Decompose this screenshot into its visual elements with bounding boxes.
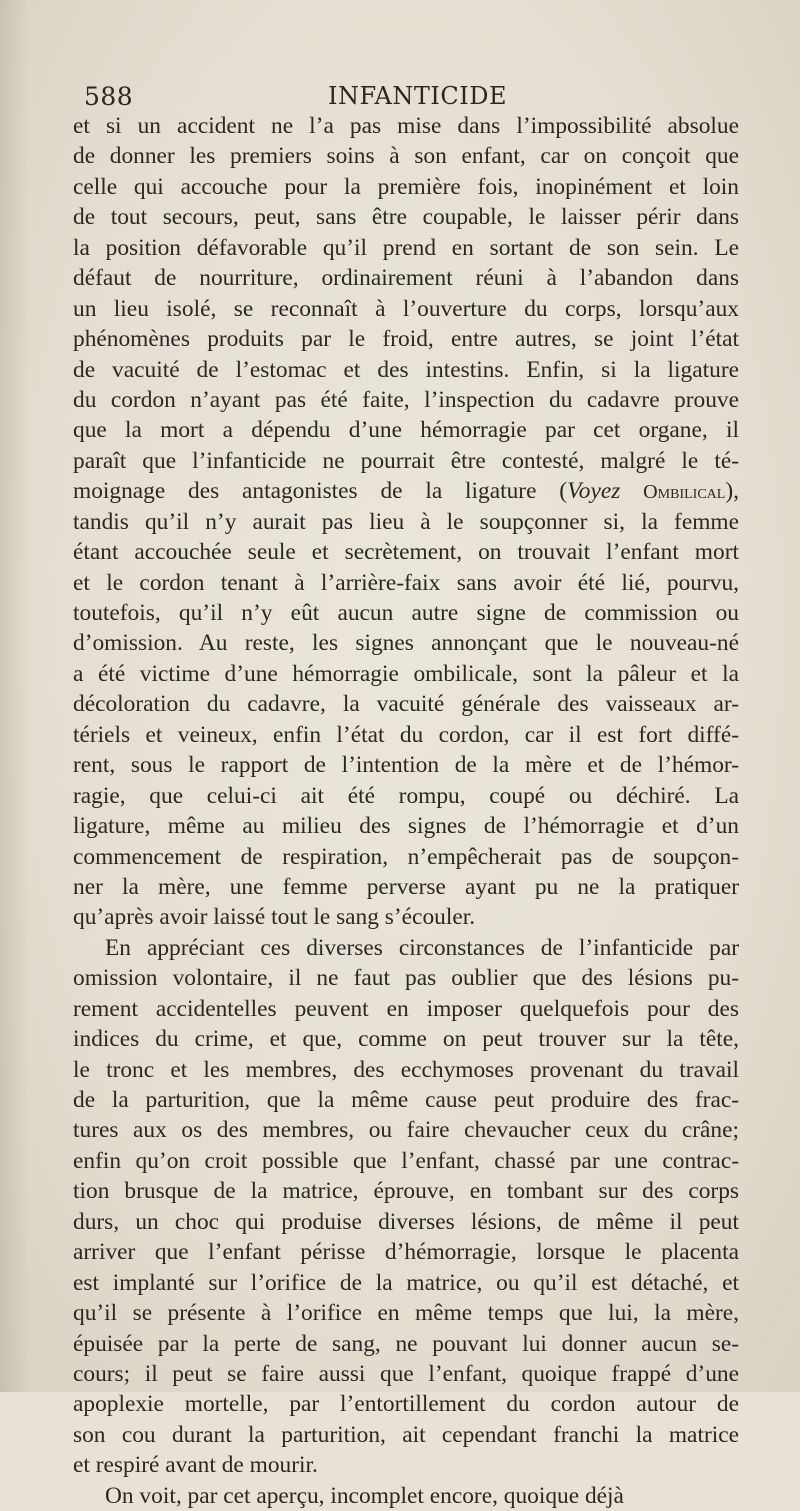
text-line: toutefois, qu’il n’y eût aucun autre signe de commission ou: [73, 600, 739, 626]
text-line: épuisée par la perte de sang, ne pouvant lui donner aucun se-: [73, 1330, 739, 1357]
text-line: indices du crime, et que, comme on peut trouver sur la tête,: [73, 1026, 739, 1053]
text-line: du cordon n’ayant pas été faite, l’inspection du cadavre prouve: [73, 386, 739, 413]
paragraph: [73, 933, 739, 1481]
text-line: de donner les premiers soins à son enfant, car on conçoit que: [73, 143, 739, 170]
text-line: tion brusque de la matrice, éprouve, en tombant sur des corps: [73, 1178, 739, 1205]
text-line: que la mort a dépendu d’une hémorragie par cet organe, il: [73, 417, 739, 444]
text-line: de vacuité de l’estomac et des intestins. Enfin, si la ligature: [73, 356, 739, 383]
italic-reference: Voyez: [567, 478, 621, 505]
text-line: défaut de nourriture, ordinairement réuni à l’abandon dans: [73, 265, 739, 292]
text-line: [73, 476, 739, 506]
text-line: apoplexie mortelle, par l’entortillement du cordon autour de: [73, 1391, 739, 1418]
text-line: paraît que l’infanticide ne pourrait être contesté, malgré le té-: [73, 447, 739, 474]
text-line: qu’il se présente à l’orifice en même temps que lui, la mère,: [73, 1300, 739, 1327]
paragraph: [73, 1481, 739, 1511]
text-line: est implanté sur l’orifice de la matrice, ou qu’il est détaché, et: [73, 1269, 739, 1296]
text-line: et si un accident ne l’a pas mise dans l’impossibilité absolue: [73, 113, 739, 139]
text-line: enfin qu’on croit possible que l’enfant, chassé par une contrac-: [73, 1147, 739, 1174]
page-number: 588: [84, 82, 134, 111]
paragraph: [73, 111, 739, 933]
text-line: et le cordon tenant à l’arrière-faix sans avoir été lié, pourvu,: [73, 569, 739, 596]
text-line: arriver que l’enfant périsse d’hémorragie, lorsque le placenta: [73, 1239, 739, 1266]
text-line: durs, un choc qui produise diverses lésions, de même il peut: [73, 1208, 739, 1235]
text-segment: moignage des antagonistes de la ligature (: [73, 478, 568, 505]
text-line: d’omission. Au reste, les signes annonçant que le nouveau-né: [73, 630, 739, 657]
text-line: rent, sous le rapport de l’intention de la mère et de l’hémor-: [73, 752, 739, 779]
text-line: le tronc et les membres, des ecchymoses provenant du travail: [73, 1056, 739, 1083]
text-line: qu’après avoir laissé tout le sang s’écouler.: [73, 904, 476, 931]
text-line: rement accidentelles peuvent en imposer quelquefois pour des: [73, 995, 739, 1022]
text-line: décoloration du cadavre, la vacuité générale des vaisseaux ar-: [73, 691, 739, 718]
text-line: phénomènes produits par le froid, entre autres, se joint l’état: [73, 326, 739, 353]
text-line: ligature, même au milieu des signes de l’hémorragie et d’un: [73, 813, 739, 840]
text-line: On voit, par cet aperçu, incomplet encore, quoique déjà: [105, 1482, 624, 1509]
text-line: En appréciant ces diverses circonstances de l’infanticide par: [105, 934, 739, 961]
text-line: tandis qu’il n’y aurait pas lieu à le soupçonner si, la femme: [73, 508, 739, 535]
smallcaps-reference: Ombilical: [643, 481, 726, 504]
text-line: commencement de respiration, n’empêcherait pas de soupçon-: [73, 843, 739, 870]
text-line: tures aux os des membres, ou faire chevaucher ceux du crâne;: [73, 1117, 739, 1144]
text-line: ragie, que celui-ci ait été rompu, coupé ou déchiré. La: [73, 782, 739, 809]
text-line: a été victime d’une hémorragie ombilicale, sont la pâleur et la: [73, 660, 739, 687]
text-line: de tout secours, peut, sans être coupable, le laisser périr dans: [73, 204, 739, 231]
text-line: son cou durant la parturition, ait cependant franchi la matrice: [73, 1421, 739, 1448]
text-line: omission volontaire, il ne faut pas oublier que des lésions pu-: [73, 965, 739, 992]
page-edge-shadow: [0, 0, 30, 1392]
text-line: ner la mère, une femme perverse ayant pu ne la pratiquer: [73, 873, 739, 900]
text-line: et respiré avant de mourir.: [73, 1452, 318, 1479]
text-line: la position défavorable qu’il prend en sortant de son sein. Le: [73, 234, 739, 261]
body-text: [73, 111, 739, 1511]
text-line: de la parturition, que la même cause peut produire des frac-: [73, 1087, 739, 1113]
running-title: INFANTICIDE: [328, 82, 507, 110]
text-line: tériels et veineux, enfin l’état du cordon, car il est fort diffé-: [73, 721, 739, 748]
text-line: un lieu isolé, se reconnaît à l’ouverture du corps, lorsqu’aux: [73, 295, 739, 322]
text-segment: ),: [725, 478, 739, 505]
text-line: celle qui accouche pour la première fois, inopinément et loin: [73, 173, 739, 200]
text-line: cours; il peut se faire aussi que l’enfant, quoique frappé d’une: [73, 1360, 739, 1387]
text-line: étant accouchée seule et secrètement, on trouvait l’enfant mort: [73, 539, 739, 566]
